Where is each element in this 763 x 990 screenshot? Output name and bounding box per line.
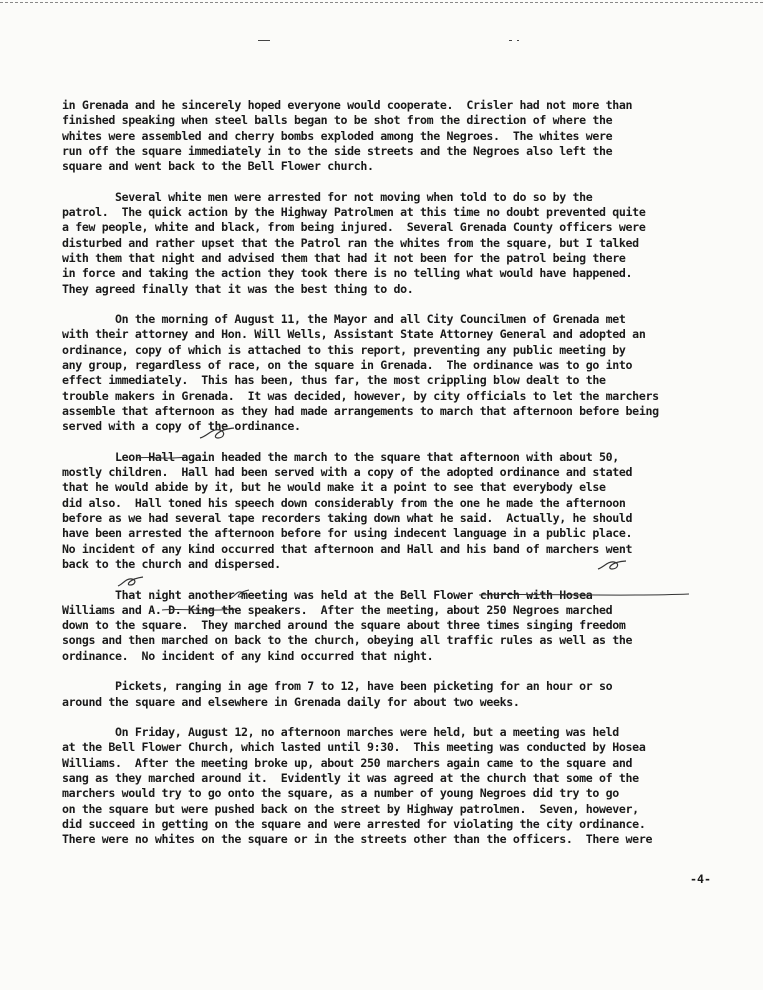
page-top-border bbox=[0, 2, 763, 3]
text-line: whites were assembled and cherry bombs exploded among the Negroes. The whites were bbox=[62, 128, 613, 143]
text-line: have been arrested the afternoon before for using indecent language in a public place. bbox=[62, 526, 633, 541]
text-line: marchers would try to go onto the square, as a number of young Negroes did try to go bbox=[62, 786, 619, 801]
text-line: before as we had several tape recorders taking down what he said. Actually, he should bbox=[62, 511, 633, 526]
paragraph bbox=[62, 312, 722, 434]
text-line: That night another meeting was held at the Bell Flower church with Hosea bbox=[62, 587, 593, 602]
text-line: with their attorney and Hon. Will Wells, Assistant State Attorney General and adopted an bbox=[62, 327, 646, 342]
text-line: songs and then marched on back to the church, obeying all traffic rules as well as the bbox=[62, 633, 633, 648]
text-line: on the square but were pushed back on the street by Highway patrolmen. Seven, however, bbox=[62, 801, 639, 816]
text-line: in force and taking the action they took there is no telling what would have happened. bbox=[62, 266, 633, 281]
text-line: in Grenada and he sincerely hoped everyone would cooperate. Crisler had not more than bbox=[62, 98, 633, 112]
text-line: Leon Hall again headed the march to the square that afternoon with about 50, bbox=[62, 449, 619, 464]
text-line: ordinance. No incident of any kind occurred that night. bbox=[62, 648, 434, 663]
text-line: mostly children. Hall had been served with a copy of the adopted ordinance and stated bbox=[62, 465, 633, 480]
text-line: square and went back to the Bell Flower church. bbox=[62, 159, 374, 174]
text-line: There were no whites on the square or in the streets other than the officers. There were bbox=[62, 832, 653, 847]
scan-speck bbox=[517, 40, 519, 41]
text-line: sang as they marched around it. Evidently it was agreed at the church that some of the bbox=[62, 771, 639, 786]
text-line: Pickets, ranging in age from 7 to 12, have been picketing for an hour or so bbox=[62, 679, 613, 694]
text-line: any group, regardless of race, on the square in Grenada. The ordinance was to go into bbox=[62, 358, 633, 373]
text-line: did also. Hall toned his speech down considerably from the one he made the afternoon bbox=[62, 495, 626, 510]
text-line: a few people, white and black, from being injured. Several Grenada County officers were bbox=[62, 220, 646, 235]
text-line: Williams. After the meeting broke up, about 250 marchers again came to the square and bbox=[62, 755, 633, 770]
paragraph bbox=[62, 679, 722, 710]
text-line: with them that night and advised them that had it not been for the patrol being there bbox=[62, 250, 626, 265]
text-line: at the Bell Flower Church, which lasted until 9:30. This meeting was conducted by Hosea bbox=[62, 740, 646, 755]
text-line: trouble makers in Grenada. It was decided, however, by city officials to let the marchers bbox=[62, 388, 659, 403]
text-line: did succeed in getting on the square and were arrested for violating the city ordinance. bbox=[62, 816, 646, 831]
paragraph bbox=[62, 190, 722, 297]
paragraph bbox=[62, 450, 722, 572]
text-line: Several white men were arrested for not moving when told to do so by the bbox=[62, 189, 593, 204]
paragraph bbox=[62, 588, 722, 664]
text-line: On Friday, August 12, no afternoon marches were held, but a meeting was held bbox=[62, 725, 619, 740]
text-line: run off the square immediately in to the side streets and the Negroes also left the bbox=[62, 143, 613, 158]
text-line: No incident of any kind occurred that afternoon and Hall and his band of marchers went bbox=[62, 541, 633, 556]
page-number: -4- bbox=[690, 872, 711, 886]
paragraph bbox=[62, 98, 722, 174]
text-line: effect immediately. This has been, thus far, the most crippling blow dealt to the bbox=[62, 373, 606, 388]
text-line: Williams and A. D. King the speakers. After the meeting, about 250 Negroes marched bbox=[62, 602, 613, 617]
text-line: served with a copy of the ordinance. bbox=[62, 419, 301, 434]
document-body bbox=[62, 98, 722, 863]
text-line: down to the square. They marched around the square about three times singing freedom bbox=[62, 618, 626, 633]
text-line: around the square and elsewhere in Grenada daily for about two weeks. bbox=[62, 694, 520, 709]
text-line: back to the church and dispersed. bbox=[62, 556, 281, 571]
scan-speck bbox=[509, 40, 512, 41]
text-line: finished speaking when steel balls began to be shot from the direction of where the bbox=[62, 113, 613, 128]
text-line: On the morning of August 11, the Mayor and all City Councilmen of Grenada met bbox=[62, 312, 626, 327]
text-line: assemble that afternoon as they had made arrangements to march that afternoon before being bbox=[62, 403, 659, 418]
text-line: disturbed and rather upset that the Patrol ran the whites from the square, but I talked bbox=[62, 235, 639, 250]
text-line: They agreed finally that it was the best thing to do. bbox=[62, 281, 414, 296]
paragraph bbox=[62, 725, 722, 847]
text-line: patrol. The quick action by the Highway Patrolmen at this time no doubt prevented quite bbox=[62, 205, 646, 220]
text-line: that he would abide by it, but he would make it a point to see that everybody else bbox=[62, 480, 606, 495]
text-line: ordinance, copy of which is attached to this report, preventing any public meeting by bbox=[62, 342, 626, 357]
scan-speck bbox=[258, 40, 270, 41]
